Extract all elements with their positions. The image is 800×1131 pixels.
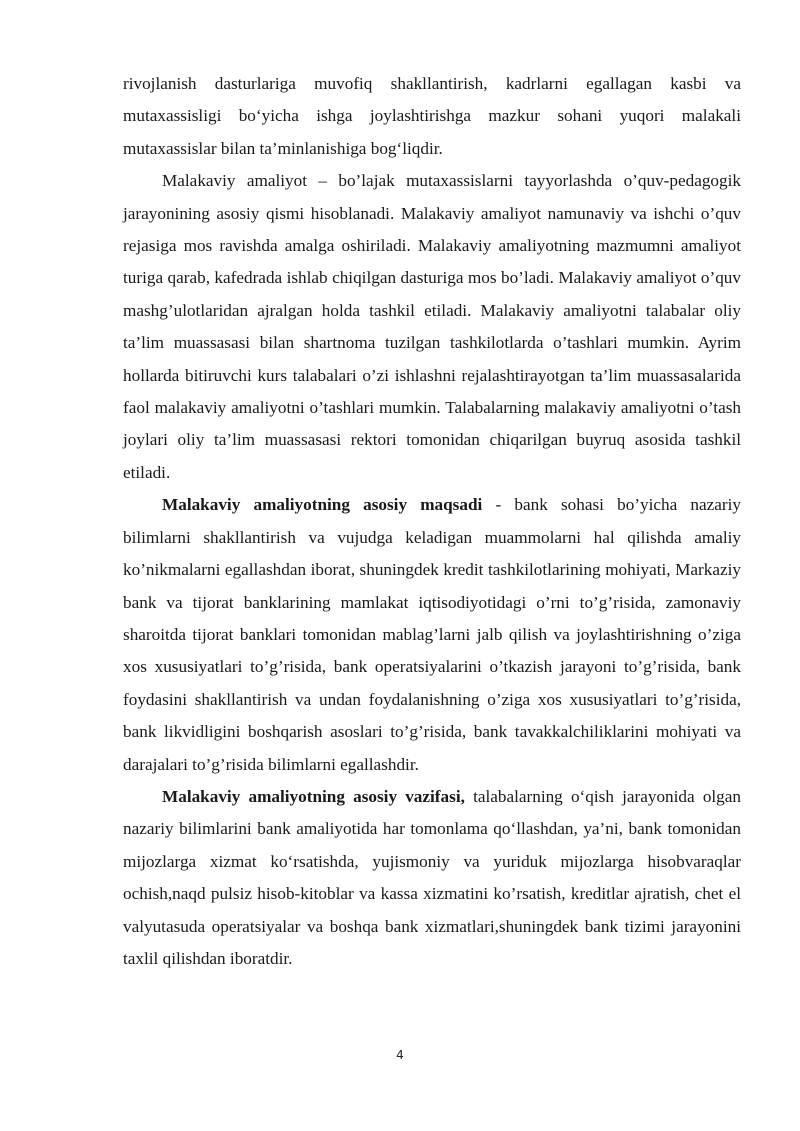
paragraph-lead-bold: Malakaviy amaliyotning asosiy vazifasi, [162,786,465,806]
paragraph-text: - bank sohasi bo’yicha nazariy bilimlarni shakllantirish va vujudga keladigan muammolarni hal qilishda amaliy ko’nikmalarni egallashdan iborat, shuningdek kredit tashkilotlarining mohiyati, Markaziy bank va tijorat banklarining mamlakat iqtisodiyotidagi o’rni to’g’risida, zamonaviy sharoitda tijorat banklari tomonidan mablag’larni jalb qilish va joylashtirishning o’ziga xos xususiyatlari to’g’risida, bank operatsiyalarini o’tkazish jarayoni to’g’risida, bank foydasini shakllantirish va undan foydalanishning o’ziga xos xususiyatlari to’g’risida, bank likvidligini boshqarish asoslari to’g’risida, bank tavakkalchiliklarini mohiyati va darajalari to’g’risida bilimlarni egallashdir. [123,495,741,774]
paragraph-text: Malakaviy amaliyot – bo’lajak mutaxassislarni tayyorlashda o’quv-pedagogik jarayonining asosiy qismi hisoblanadi. Malakaviy amaliyot namunaviy va ishchi o’quv rejasiga mos ravishda amalga oshiriladi. Malakaviy amaliyotning mazmumni amaliyot turiga qarab, kafedrada ishlab chiqilgan dasturiga mos bo’ladi. Malakaviy amaliyot o’quv mashg’ulotlaridan ajralgan holda tashkil etiladi. Malakaviy amaliyotni talabalar oliy ta’lim muassasasi bilan shartnoma tuzilgan tashkilotlarda o’tashlari mumkin. Ayrim hollarda bitiruvchi kurs talabalari o’zi ishlashni rejalashtirayotgan ta’lim muassasalarida faol malakaviy amaliyotni o’tashlari mumkin. Talabalarning malakaviy amaliyotni o’tash joylari oliy ta’lim muassasasi rektori tomonidan chiqarilgan buyruq asosida tashkil etiladi. [123,171,741,482]
paragraph-internship-goal [123,489,741,781]
document-page [123,68,741,975]
page-number: 4 [396,1048,404,1062]
paragraph-lead-bold: Malakaviy amaliyotning asosiy maqsadi [162,495,483,515]
paragraph-internship-task [123,781,741,975]
paragraph-text: talabalarning o‘qish jarayonida olgan nazariy bilimlarini bank amaliyotida har tomonlama qo‘llashdan, ya’ni, bank tomonidan mijozlarga xizmat ko‘rsatishda, yujismoniy va yuriduk mijozlarga hisobvaraqlar ochish,naqd pulsiz hisob-kitoblar va kassa xizmatini ko’rsatish, kreditlar ajratish, chet el valyutasuda operatsiyalar va boshqa bank xizmatlari,shuningdek bank tizimi jarayonini taxlil qilishdan iboratdir. [123,786,741,968]
paragraph-continuation [123,68,741,165]
paragraph-internship-definition [123,165,741,489]
paragraph-text: rivojlanish dasturlariga muvofiq shakllantirish, kadrlarni egallagan kasbi va mutaxassisligi bo‘yicha ishga joylashtirishga mazkur sohani yuqori malakali mutaxassislar bilan ta’minlanishiga bog‘liqdir. [123,74,741,158]
